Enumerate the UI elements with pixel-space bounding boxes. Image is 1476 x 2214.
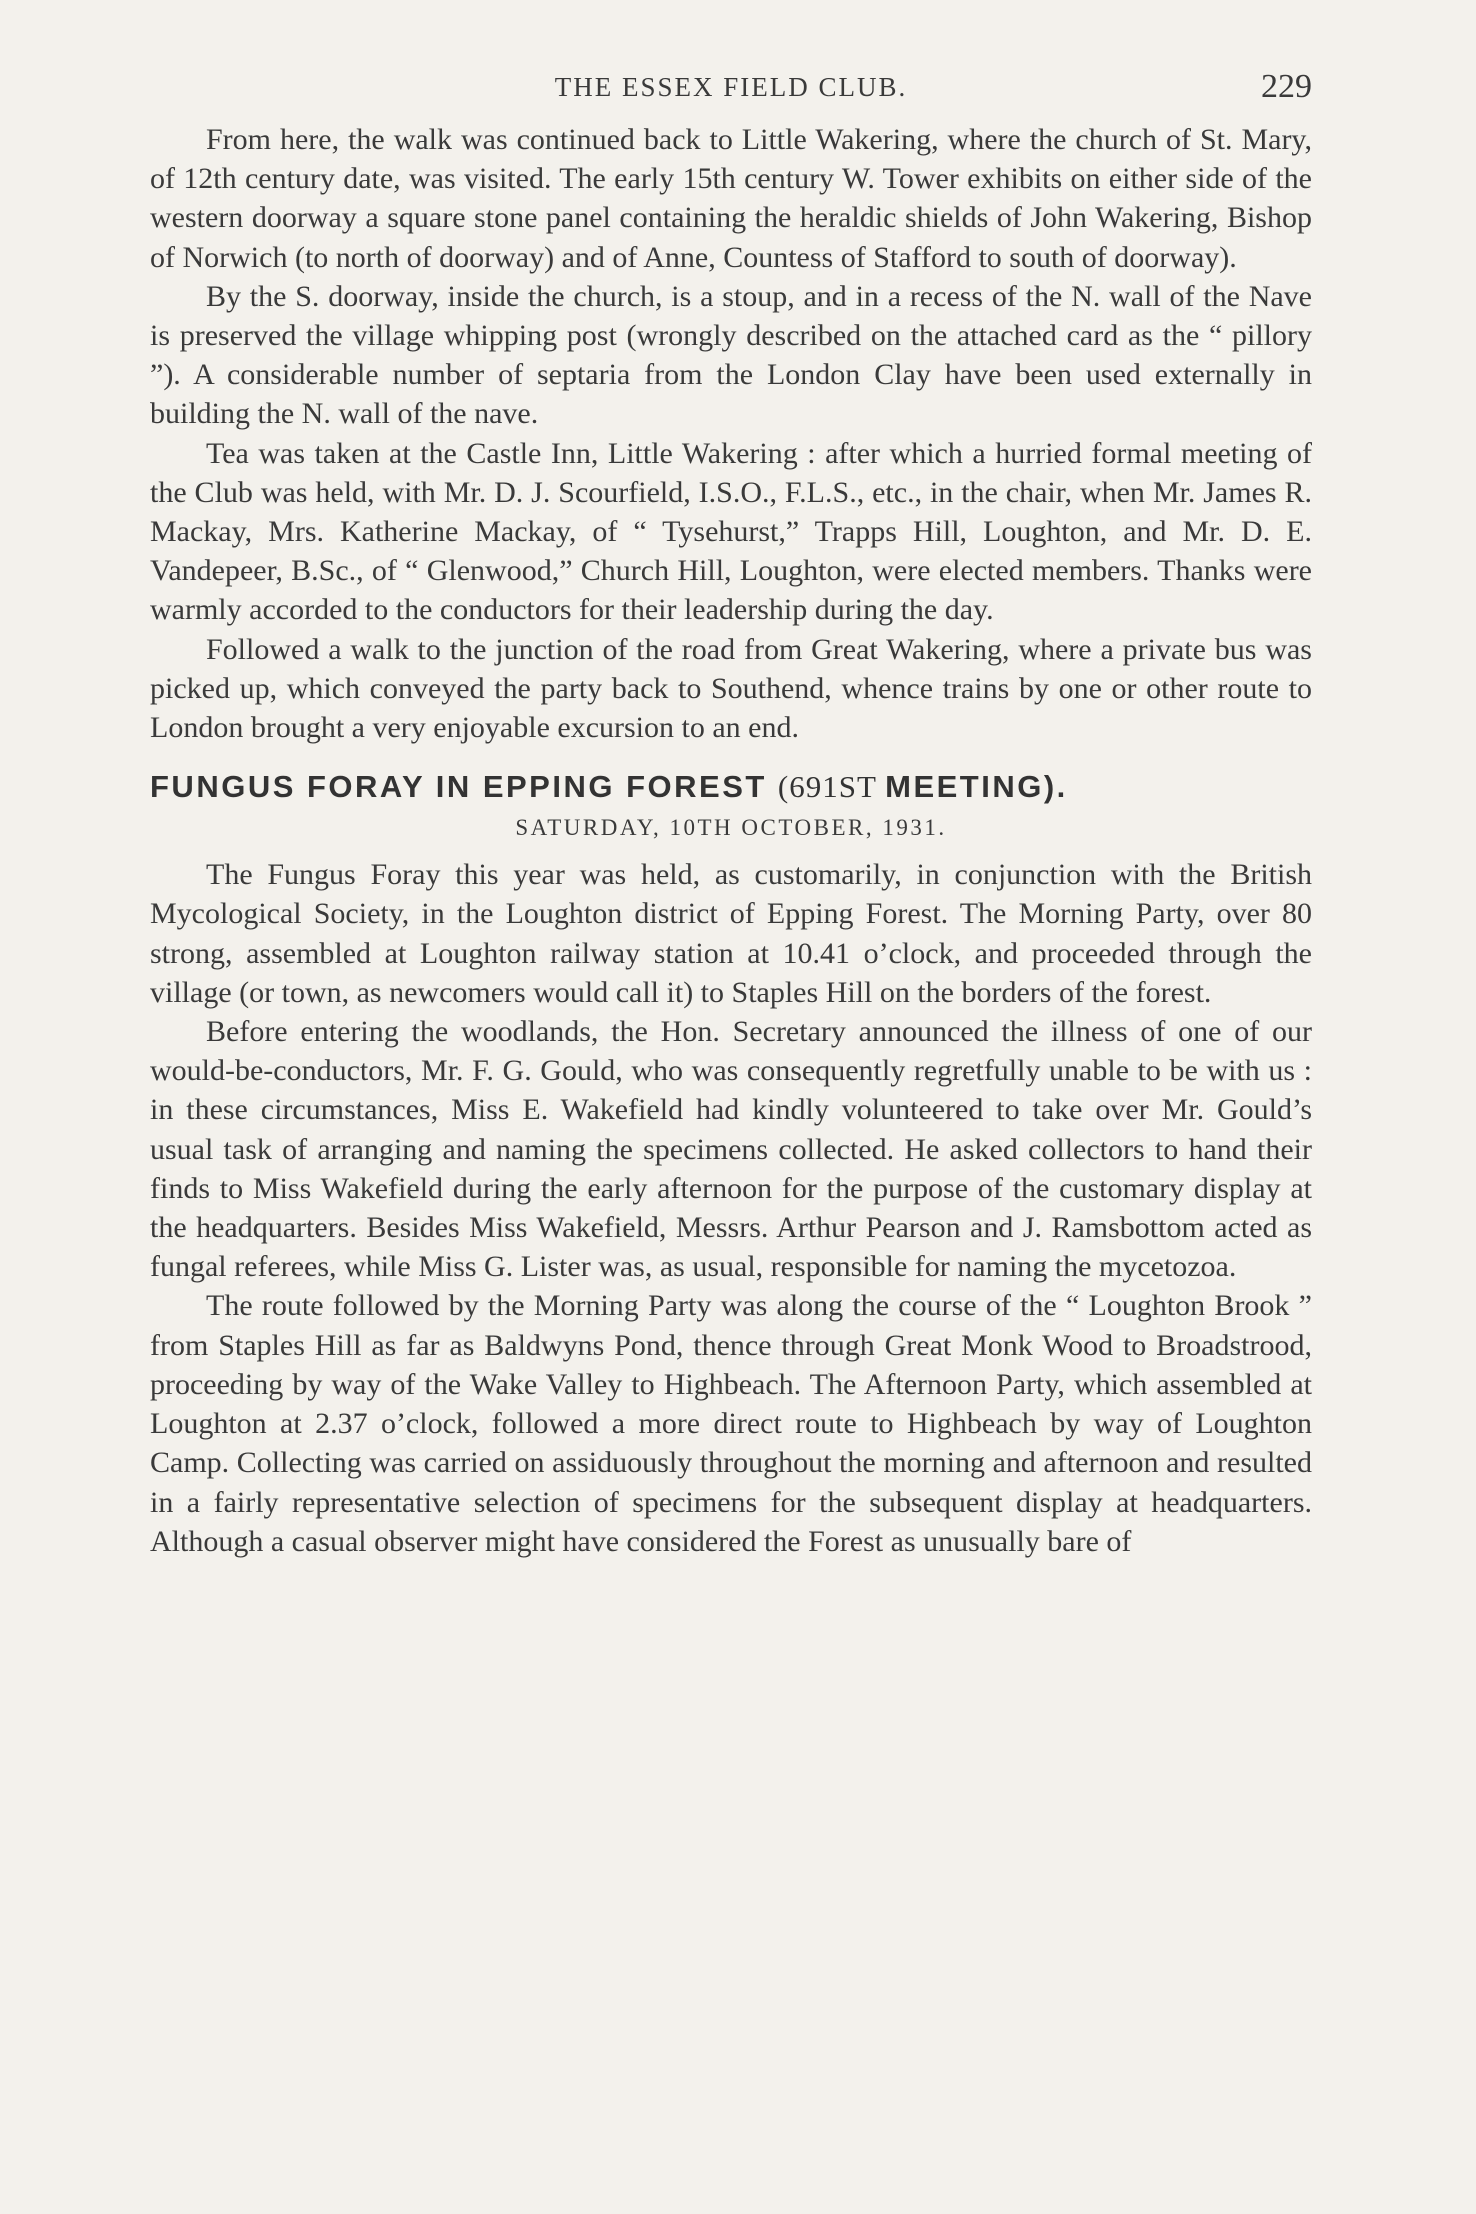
heading-title: FUNGUS FORAY IN EPPING FOREST: [150, 769, 778, 805]
paragraph: The Fungus Foray this year was held, as customarily, in conjunction with the British Mycological Society, in the Loughton district of Epping Forest. The Morning Party, over 80 strong, assembled at Loughton railway station at 10.41 o’clock, and proceeded through the village (or town, as newcomers would call it) to Staples Hill on the borders of the forest.: [150, 858, 1312, 1009]
running-title: THE ESSEX FIELD CLUB.: [554, 72, 908, 102]
book-page: [150, 60, 1312, 1561]
running-head: [150, 60, 1312, 120]
section-date: SATURDAY, 10TH OCTOBER, 1931.: [515, 815, 947, 841]
text-block-bottom: [150, 855, 1312, 1561]
paragraph: The route followed by the Morning Party was along the course of the “ Loughton Brook ” from Staples Hill as far as Baldwyns Pond, thence through Great Monk Wood to Broadstrood, proceeding by way of the Wake Valley to Highbeach. The Afternoon Party, which assembled at Loughton at 2.37 o’clock, followed a more direct route to Highbeach by way of Loughton Camp. Collecting was carried on assiduously throughout the morning and afternoon and resulted in a fairly representative selection of specimens for the subsequent display at headquarters. Although a casual observer might have considered the Forest as unusually bare of: [150, 1289, 1312, 1558]
paragraph: Tea was taken at the Castle Inn, Little Wakering : after which a hurried formal meeting of the Club was held, with Mr. D. J. Scourfield, I.S.O., F.L.S., etc., in the chair, when Mr. James R. Mackay, Mrs. Katherine Mackay, of “ Tysehurst,” Trapps Hill, Loughton, and Mr. D. E. Vandepeer, B.Sc., of “ Glenwood,” Church Hill, Loughton, were elected members. Thanks were warmly accorded to the conductors for their leadership during the day.: [150, 436, 1312, 627]
paragraph: From here, the walk was continued back to Little Wakering, where the church of St. Mary, of 12th century date, was visited. The early 15th century W. Tower exhibits on either side of the western doorway a square stone panel containing the heraldic shields of John Wakering, Bishop of Norwich (to north of doorway) and of Anne, Countess of Stafford to south of doorway).: [150, 123, 1312, 274]
paragraph: By the S. doorway, inside the church, is a stoup, and in a recess of the N. wall of the Nave is preserved the village whipping post (wrongly described on the attached card as the “ pillory ”). A considerable number of septaria from the London Clay have been used externally in building the N. wall of the nave.: [150, 279, 1312, 431]
text-block-top: [150, 120, 1312, 747]
page-number: 229: [1261, 68, 1312, 105]
heading-meeting: MEETING).: [885, 769, 1068, 805]
paragraph: Followed a walk to the junction of the road from Great Wakering, where a private bus was picked up, which conveyed the party back to Southend, whence trains by one or other route to London brought a very enjoyable excursion to an end.: [150, 632, 1312, 745]
section-heading: [150, 769, 1312, 805]
heading-meeting-number: (691ST: [777, 769, 886, 805]
paragraph: Before entering the woodlands, the Hon. Secretary announced the illness of one of our would-be-conductors, Mr. F. G. Gould, who was consequently regretfully unable to be with us : in these circumstances, Miss E. Wakefield had kindly volunteered to take over Mr. Gould’s usual task of arranging and naming the specimens collected. He asked collectors to hand their finds to Miss Wakefield during the early afternoon for the purpose of the customary display at the headquarters. Besides Miss Wakefield, Messrs. Arthur Pearson and J. Ramsbottom acted as fungal referees, while Miss G. Lister was, as usual, responsible for naming the mycetozoa.: [150, 1015, 1312, 1284]
